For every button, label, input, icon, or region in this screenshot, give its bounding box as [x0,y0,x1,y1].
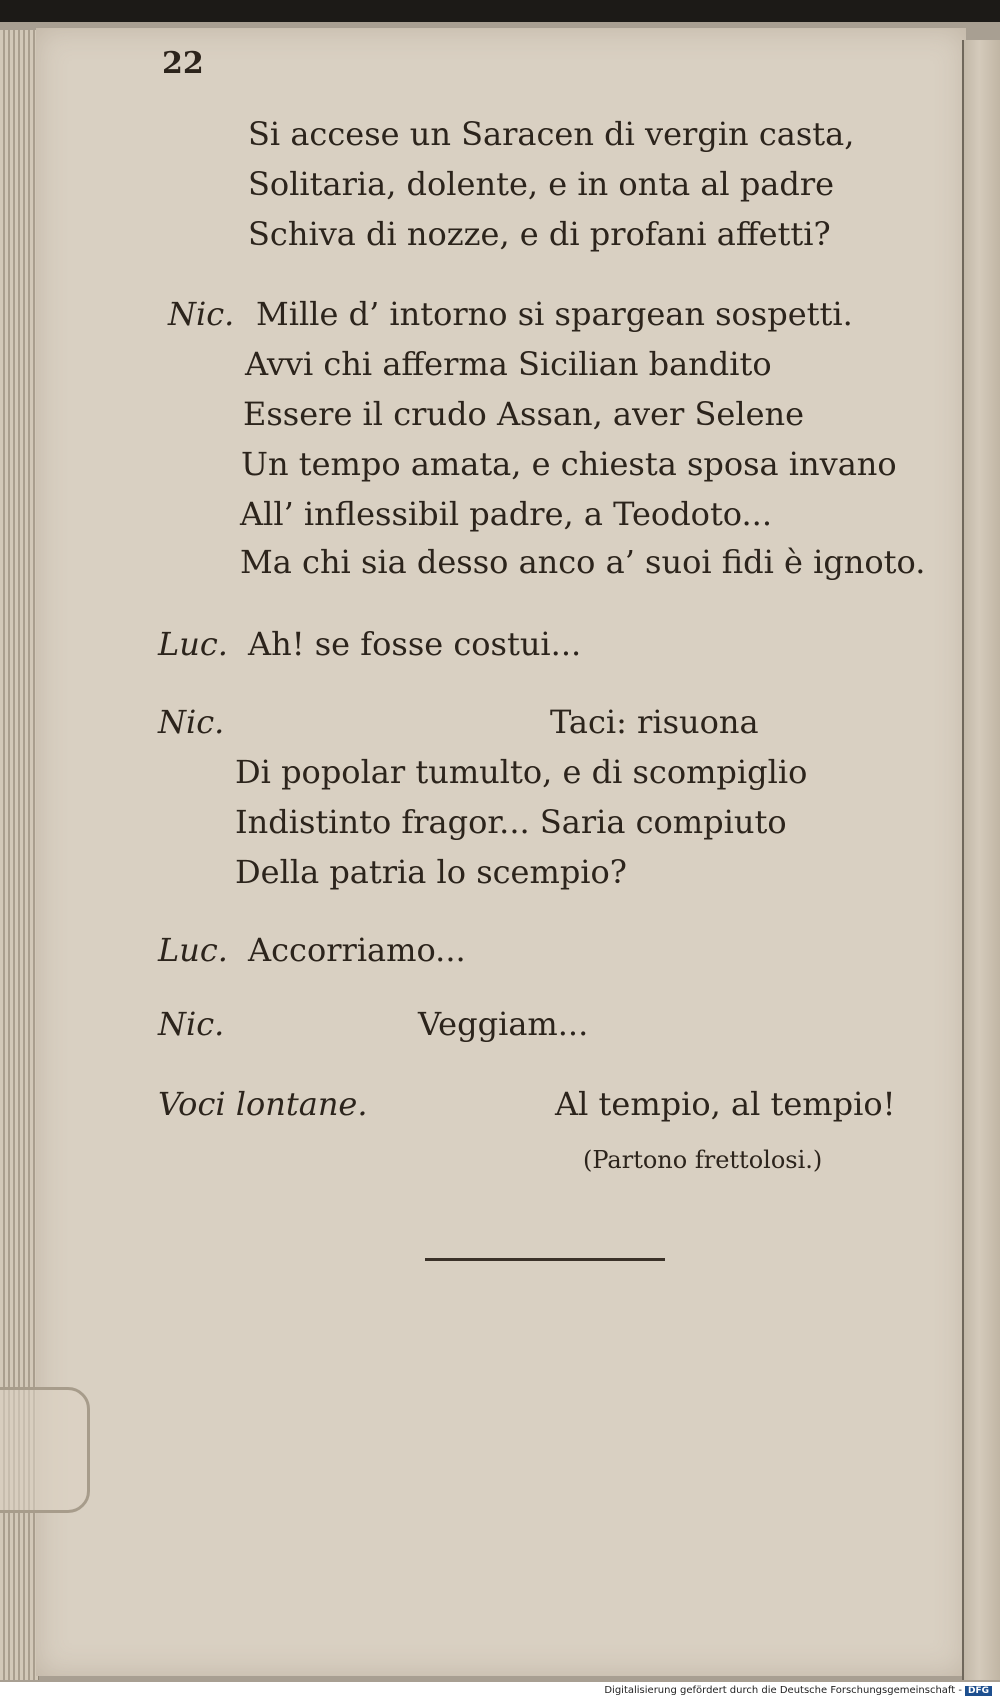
verse-line: Mille d’ intorno si spargean sospetti. [256,295,853,333]
speaker-label: Luc. [158,931,228,969]
speaker-label: Nic. [168,295,235,333]
page-number: 22 [162,46,204,81]
speaker-label: Voci lontane. [158,1085,368,1123]
verse-line: Ah! se fosse costui... [248,625,582,663]
verse-line: Accorriamo... [248,931,466,969]
digitization-credit [604,1685,992,1696]
credit-text: Digitalisierung gefördert durch die Deutsche Forschungsgemeinschaft - [604,1685,962,1696]
verse-line: Al tempio, al tempio! [555,1085,896,1123]
verse-line: Schiva di nozze, e di profani affetti? [248,215,831,253]
verse-line: Si accese un Saracen di vergin casta, [248,115,855,153]
stage-direction: (Partono frettolosi.) [583,1146,823,1174]
verse-line: Della patria lo scempio? [235,853,627,891]
section-rule [425,1258,665,1261]
verse-line: Indistinto fragor... Saria compiuto [235,803,787,841]
verse-line: Taci: risuona [550,703,759,741]
speaker-label: Luc. [158,625,228,663]
verse-line: All’ inflessibil padre, a Teodoto... [240,495,773,533]
speaker-label: Nic. [158,703,225,741]
verse-line: Solitaria, dolente, e in onta al padre [248,165,835,203]
speaker-label: Nic. [158,1005,225,1043]
verse-line: Essere il crudo Assan, aver Selene [243,395,805,433]
verse-line: Ma chi sia desso anco a’ suoi fidi è ignoto. [240,543,926,581]
verse-line: Di popolar tumulto, e di scompiglio [235,753,808,791]
verse-line: Avvi chi afferma Sicilian bandito [245,345,772,383]
verse-line: Veggiam... [418,1005,589,1043]
dfg-logo: DFG [965,1686,992,1696]
verse-line: Un tempo amata, e chiesta sposa invano [241,445,897,483]
